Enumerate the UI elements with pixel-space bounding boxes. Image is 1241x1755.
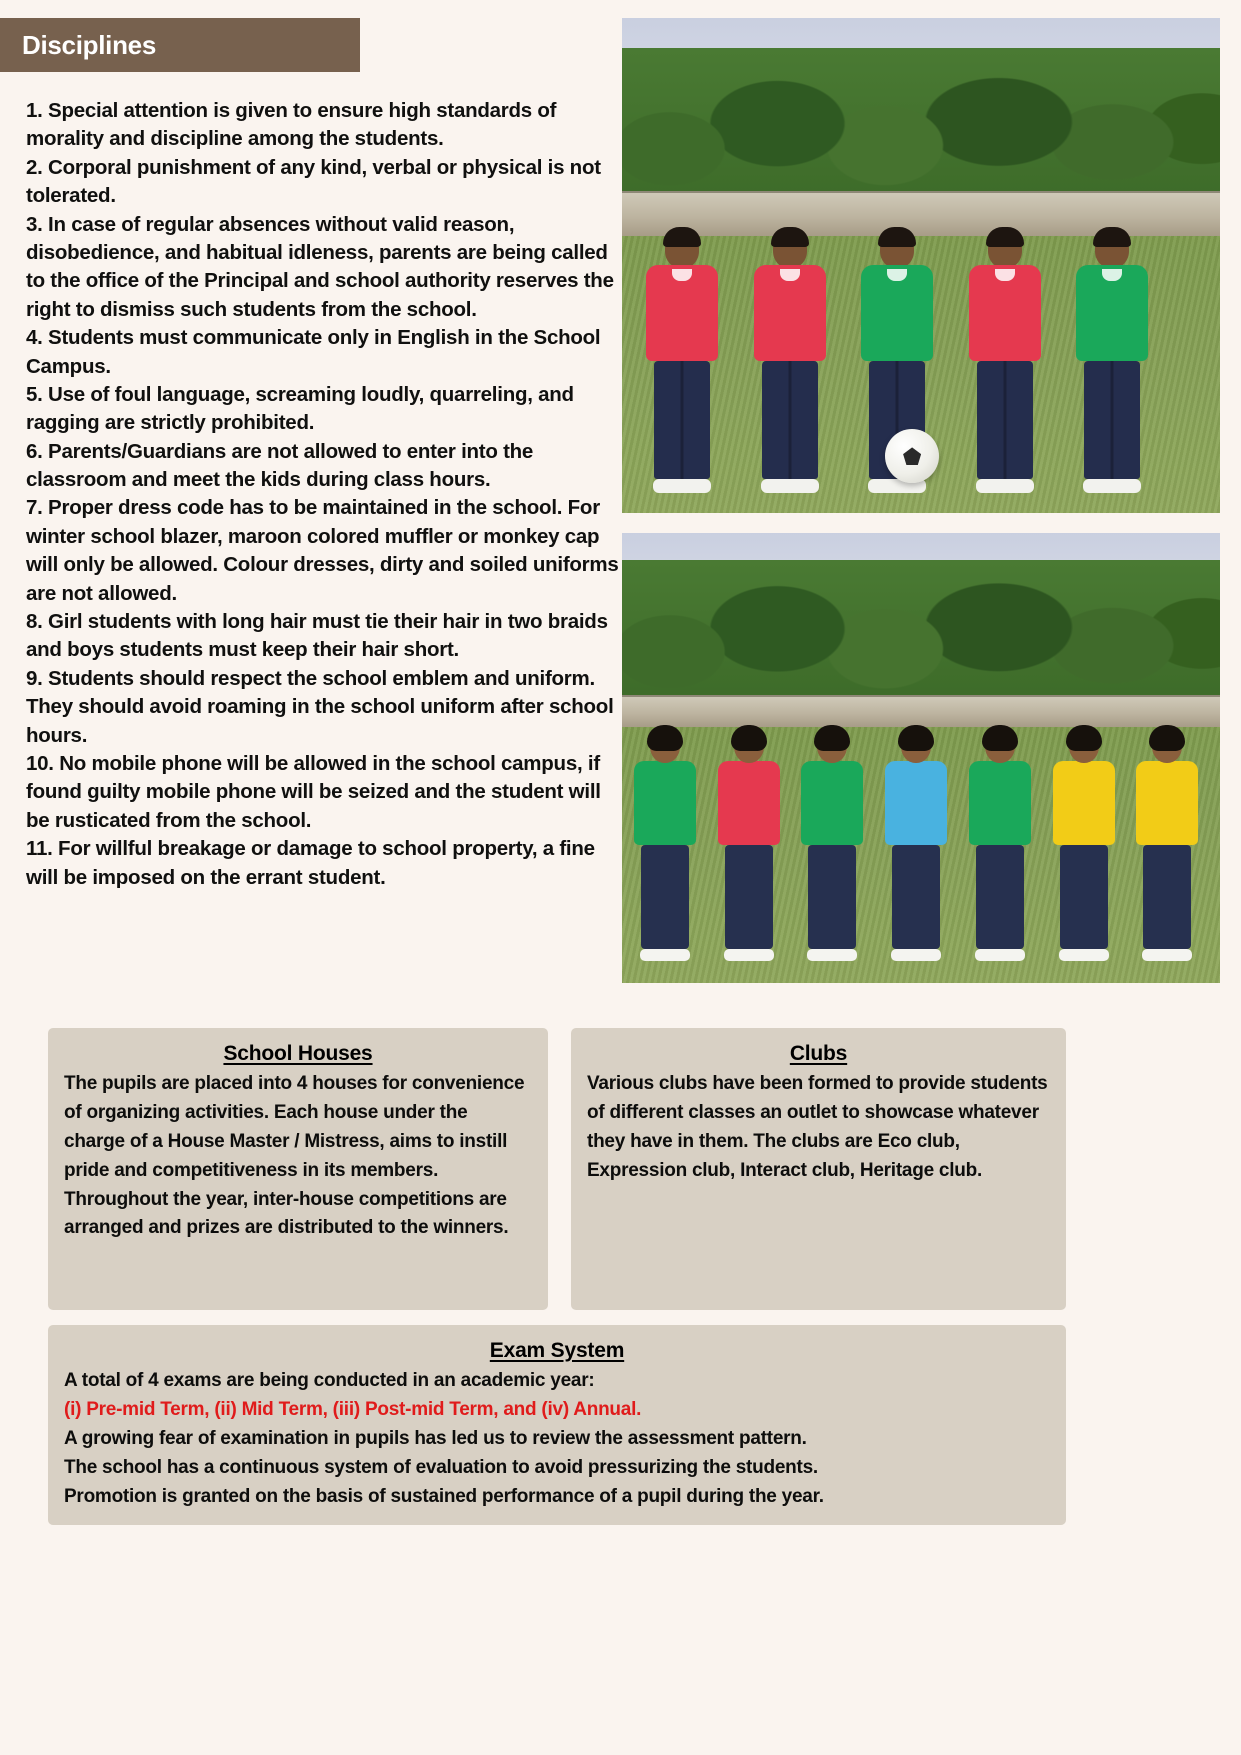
clubs-heading: Clubs — [789, 1042, 848, 1065]
student-shirt — [801, 761, 863, 845]
student-shoes — [653, 479, 711, 493]
student-trousers — [892, 845, 940, 949]
student-head — [985, 729, 1015, 763]
student-figure — [1076, 230, 1148, 493]
discipline-item: 7. Proper dress code has to be maintained in the school. For winter school blazer, maroon colored muffler or monkey cap will only be allowed. Colour dresses, dirty and soiled uniforms are not allowed. — [26, 496, 619, 605]
student-head — [1095, 230, 1129, 268]
student-shoes — [761, 479, 819, 493]
student-head — [901, 729, 931, 763]
student-shoes — [1059, 949, 1109, 961]
student-head — [880, 230, 914, 268]
student-head — [1152, 729, 1182, 763]
student-shirt — [969, 761, 1031, 845]
student-head — [1069, 729, 1099, 763]
info-box-school-houses — [48, 1028, 548, 1310]
student-head — [665, 230, 699, 268]
student-head — [817, 729, 847, 763]
student-head — [773, 230, 807, 268]
photo-boys-football-team — [622, 18, 1220, 513]
discipline-item: 5. Use of foul language, screaming loudly, quarreling, and ragging are strictly prohibited. — [26, 382, 574, 435]
student-shirt — [861, 265, 933, 361]
discipline-item: 11. For willful breakage or damage to school property, a fine will be imposed on the errant student. — [26, 837, 595, 889]
student-shoes — [891, 949, 941, 961]
student-shoes — [976, 479, 1034, 493]
student-shirt — [754, 265, 826, 361]
discipline-item: 8. Girl students with long hair must tie their hair in two braids and boys students must keep their hair short. — [26, 610, 608, 662]
info-box-clubs — [571, 1028, 1066, 1310]
school-houses-heading: School Houses — [223, 1042, 373, 1065]
student-figure — [1053, 729, 1115, 961]
clubs-body: Various clubs have been formed to provide students of different classes an outlet to showcase whatever they have in them. The clubs are Eco club, Expression club, Interact club, Heritage club. — [587, 1073, 1048, 1181]
photo-girls-assembly — [622, 533, 1220, 983]
student-trousers — [808, 845, 856, 949]
student-figure — [634, 729, 696, 961]
student-trousers — [641, 845, 689, 949]
student-shirt — [1136, 761, 1198, 845]
exam-line-terms: (i) Pre-mid Term, (ii) Mid Term, (iii) Post-mid Term, and (iv) Annual. — [64, 1398, 642, 1420]
student-trousers — [1143, 845, 1191, 949]
discipline-item: 2. Corporal punishment of any kind, verbal or physical is not tolerated. — [26, 155, 601, 208]
student-figure — [801, 729, 863, 961]
exam-system-heading: Exam System — [489, 1339, 625, 1362]
student-shirt — [1053, 761, 1115, 845]
student-figure — [885, 729, 947, 961]
student-shirt — [646, 265, 718, 361]
student-figure — [1136, 729, 1198, 961]
student-shoes — [640, 949, 690, 961]
student-figure — [969, 729, 1031, 961]
disciplines-header-banner — [0, 18, 360, 72]
student-figure — [646, 230, 718, 493]
student-figure — [718, 729, 780, 961]
student-shirt — [634, 761, 696, 845]
info-box-exam-system — [48, 1325, 1066, 1525]
student-shoes — [724, 949, 774, 961]
student-trousers — [654, 361, 710, 479]
page-title: Disciplines — [22, 29, 156, 60]
student-shirt — [885, 761, 947, 845]
student-head — [650, 729, 680, 763]
student-trousers — [725, 845, 773, 949]
discipline-item: 10. No mobile phone will be allowed in the school campus, if found guilty mobile phone will be seized and the student will be rusticated from the school. — [26, 751, 601, 832]
student-trousers — [976, 845, 1024, 949]
student-shoes — [1083, 479, 1141, 493]
discipline-item: 6. Parents/Guardians are not allowed to enter into the classroom and meet the kids during class hours. — [26, 439, 534, 492]
student-figure — [754, 230, 826, 493]
exam-line-promotion: Promotion is granted on the basis of sustained performance of a pupil during the year. — [64, 1485, 824, 1507]
exam-line-intro: A total of 4 exams are being conducted in an academic year: — [64, 1370, 595, 1391]
student-head — [988, 230, 1022, 268]
student-trousers — [1060, 845, 1108, 949]
boundary-wall — [622, 191, 1220, 236]
disciplines-list — [26, 97, 626, 892]
student-shoes — [975, 949, 1025, 961]
exam-line-assessment: A growing fear of examination in pupils has led us to review the assessment pattern. — [64, 1427, 807, 1449]
student-trousers — [977, 361, 1033, 479]
exam-system-body — [64, 1367, 1050, 1511]
discipline-item: 9. Students should respect the school emblem and uniform. They should avoid roaming in the school uniform after school hours. — [26, 666, 614, 747]
student-trousers — [1084, 361, 1140, 479]
student-figure — [969, 230, 1041, 493]
student-shirt — [718, 761, 780, 845]
tree-line — [622, 560, 1220, 713]
exam-line-evaluation: The school has a continuous system of evaluation to avoid pressurizing the students. — [64, 1456, 818, 1478]
discipline-item: 1. Special attention is given to ensure high standards of morality and discipline among the students. — [26, 99, 557, 151]
student-shoes — [807, 949, 857, 961]
student-head — [734, 729, 764, 763]
student-trousers — [762, 361, 818, 479]
student-shirt — [969, 265, 1041, 361]
boundary-wall — [622, 695, 1220, 727]
discipline-item: 3. In case of regular absences without valid reason, disobedience, and habitual idleness, parents are being called to the office of the Principal and school authority reserves the right to dismiss such students from the school. — [26, 212, 614, 321]
discipline-item: 4. Students must communicate only in English in the School Campus. — [26, 326, 601, 378]
student-shoes — [1142, 949, 1192, 961]
school-houses-body: The pupils are placed into 4 houses for convenience of organizing activities. Each house under the charge of a House Master / Mistress, aims to instill pride and competitiveness in its members. Throughout the year, inter-house competitions are arranged and prizes are distributed to the winners. — [64, 1073, 525, 1239]
student-shirt — [1076, 265, 1148, 361]
